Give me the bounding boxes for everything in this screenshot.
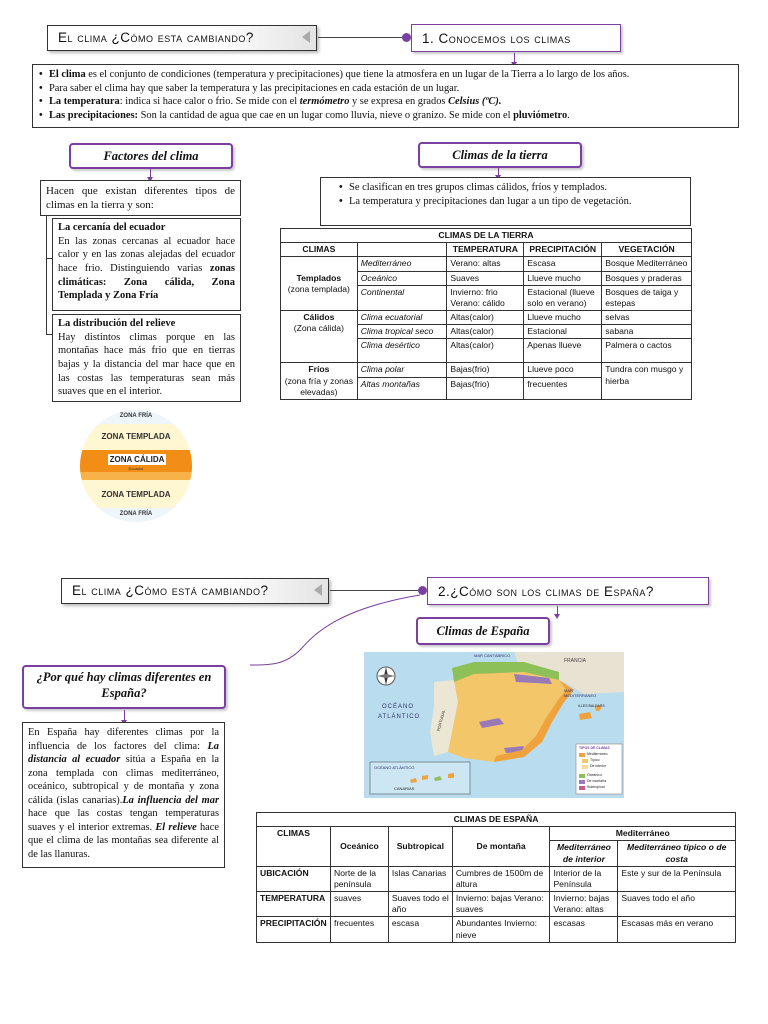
col-header: VEGETACIÓN bbox=[602, 243, 692, 257]
map-legend-title: TIPOS DE CLIMAS bbox=[579, 746, 610, 750]
map-legend-item: De montaña bbox=[587, 779, 607, 783]
intro-bullet-1: • El clima es el conjunto de condiciones (temperatura y precipitaciones) que tiene la atmosfera en un lugar de la Tierra a lo largo de los años. bbox=[39, 68, 732, 82]
climas-tierra-bullet-1: • Se clasifican en tres grupos climas cálidos, fríos y templados. bbox=[339, 181, 682, 195]
intro-bullet-3: • La temperatura: indica si hace calor o frio. Se mide con el termómetro y se expresa en grados Celsius (ºC). bbox=[39, 95, 732, 109]
section-2-title: 2.¿Cómo son los climas de España? bbox=[427, 577, 709, 605]
map-legend-item: Mediterráneo bbox=[587, 752, 608, 756]
spain-climate-map bbox=[364, 652, 624, 798]
map-label-atlantico: ATLÁNTICO bbox=[378, 714, 421, 720]
climas-tierra-bullet-2: • La temperatura y precipitaciones dan lugar a un tipo de vegetación. bbox=[339, 195, 682, 209]
intro-bullet-2: • Para saber el clima hay que saber la temperatura y las precipitaciones en cada estación de un lugar. bbox=[39, 82, 732, 96]
map-legend-item: Oceánico bbox=[587, 773, 602, 777]
table-row: TEMPERATURA suaves Suaves todo el año Invierno: bajas Verano: suaves Invierno: bajas Verano: altas Suaves todo el año bbox=[257, 892, 736, 917]
arrow bbox=[124, 710, 125, 721]
map-label-portugal: PORTUGAL bbox=[435, 709, 447, 732]
map-label-francia: FRANCIA bbox=[564, 658, 586, 664]
map-label-canarias: CANARIAS bbox=[394, 786, 415, 791]
table-caption: CLIMAS DE LA TIERRA bbox=[281, 229, 692, 243]
map-label-oceano: OCÉANO bbox=[382, 704, 415, 710]
table-row: Clima tropical seco Altas(calor) Estacional sabana bbox=[281, 325, 692, 339]
table-row: Templados (zona templada) Mediterráneo Verano: altas Escasa Bosque Mediterráneo bbox=[281, 257, 692, 271]
ecuador-label: Ecuador bbox=[128, 466, 144, 471]
group-calidos: Cálidos (Zona cálida) bbox=[281, 311, 358, 363]
climas-espana-table bbox=[256, 812, 736, 943]
table-row: Oceánico Suaves Llueve mucho Bosques y praderas bbox=[281, 271, 692, 285]
zona-templada-top-label: ZONA TEMPLADA bbox=[101, 432, 171, 441]
page-title-bottom: El clima ¿Cómo está cambiando? bbox=[61, 578, 329, 604]
intro-bullet-4: • Las precipitaciones: Son la cantidad de agua que cae en un lugar como lluvia, nieve o granizo. Se mide con el pluviómetro. bbox=[39, 109, 732, 123]
zona-calida-label: ZONA CÁLIDA bbox=[109, 455, 165, 464]
table-row: Altas montañas Bajas(frio) frecuentes bbox=[281, 377, 692, 399]
table-row: Cálidos (Zona cálida) Clima ecuatorial Altas(calor) Llueve mucho selvas bbox=[281, 311, 692, 325]
table-row: PRECIPITACIÓN frecuentes escasa Abundantes Invierno: nieve escasas Escasas más en verano bbox=[257, 917, 736, 942]
page-title-top: El clima ¿Cómo esta cambiando? bbox=[47, 25, 317, 51]
map-legend-item: Típico bbox=[590, 758, 600, 762]
map-label-illes-balears: ILLES BALEARS bbox=[578, 704, 605, 708]
factor-ecuador: La cercanía del ecuador En las zonas cercanas al ecuador hace calor y en las zonas alejadas del ecuador hace frio. Distinguiendo varias zonas climáticas: Zona cálida, Zona Templada y Zona Fría bbox=[52, 218, 241, 311]
factores-intro: Hacen que existan diferentes tipos de climas en la tierra y son: bbox=[40, 180, 241, 216]
map-legend-item: Subtropical bbox=[587, 785, 605, 789]
map-legend-item: De interior bbox=[590, 764, 607, 768]
map-label-oceano-atlantico: OCÉANO ATLÁNTICO bbox=[374, 765, 415, 770]
table-row: Fríos (zona fría y zonas elevadas) Clima polar Bajas(frio) Llueve poco Tundra con musgo y hierba bbox=[281, 363, 692, 378]
col-header: TEMPERATURA bbox=[447, 243, 524, 257]
col-header: Mediterráneo bbox=[550, 827, 736, 841]
zona-fria-bottom-label: ZONA FRÍA bbox=[119, 511, 153, 517]
factor-relieve: La distribución del relieve Hay distintos climas porque en las montañas hace más frio que en tierras bajas y la distancia del mar hace que en las costas las temperaturas sean más suaves que en el interior. bbox=[52, 314, 241, 402]
table-row: UBICACIÓN Norte de la península Islas Canarias Cumbres de 1500m de altura Interior de la Península Este y sur de la Península bbox=[257, 866, 736, 891]
climas-espana-header: Climas de España bbox=[416, 617, 550, 645]
col-header: Mediterráneo típico o de costa bbox=[618, 841, 736, 866]
spain-map-svg bbox=[364, 652, 624, 798]
group-frios: Fríos (zona fría y zonas elevadas) bbox=[281, 363, 358, 400]
table-row: Continental Invierno: frio Verano: cálido Estacional (llueve solo en verano) Bosques de taiga y estepas bbox=[281, 285, 692, 310]
col-header: Subtropical bbox=[388, 827, 452, 867]
map-label-mar-cantabrico: MAR CANTÁBRICO bbox=[474, 653, 511, 658]
zona-fria-top-label: ZONA FRÍA bbox=[119, 413, 153, 419]
col-header: CLIMAS bbox=[257, 827, 331, 867]
col-header: Oceánico bbox=[330, 827, 388, 867]
table-row: Clima desértico Altas(calor) Apenas llueve Palmera o cactos bbox=[281, 339, 692, 363]
col-header: PRECIPITACIÓN bbox=[524, 243, 602, 257]
col-header: De montaña bbox=[452, 827, 550, 867]
table-caption: CLIMAS DE ESPAÑA bbox=[257, 813, 736, 827]
factores-header: Factores del clima bbox=[69, 143, 233, 169]
porque-header: ¿Por qué hay climas diferentes en España? bbox=[22, 665, 226, 709]
section-1-title: 1. Conocemos los climas bbox=[411, 24, 621, 52]
map-label-mar-mediterraneo: MAR MEDITERRÁNEO bbox=[564, 688, 597, 698]
col-header: Mediterráneo de interior bbox=[550, 841, 618, 866]
climas-tierra-header: Climas de la tierra bbox=[418, 142, 582, 168]
porque-text: En España hay diferentes climas por la influencia de los factores del clima: La distancia al ecuador sitúa a España en la zona templada con climas mediterráneo, oceánico, subtropical y de montaña y zona cálida (islas canarias).La influencia del mar hace que las costas tengan temperaturas suaves y el interior extremas. El relieve hace que el clima de las montañas sea diferente al de las llanuras. bbox=[22, 722, 225, 868]
col-header: CLIMAS bbox=[281, 243, 358, 257]
zona-templada-bottom-label: ZONA TEMPLADA bbox=[101, 490, 171, 499]
group-templados: Templados (zona templada) bbox=[281, 257, 358, 311]
